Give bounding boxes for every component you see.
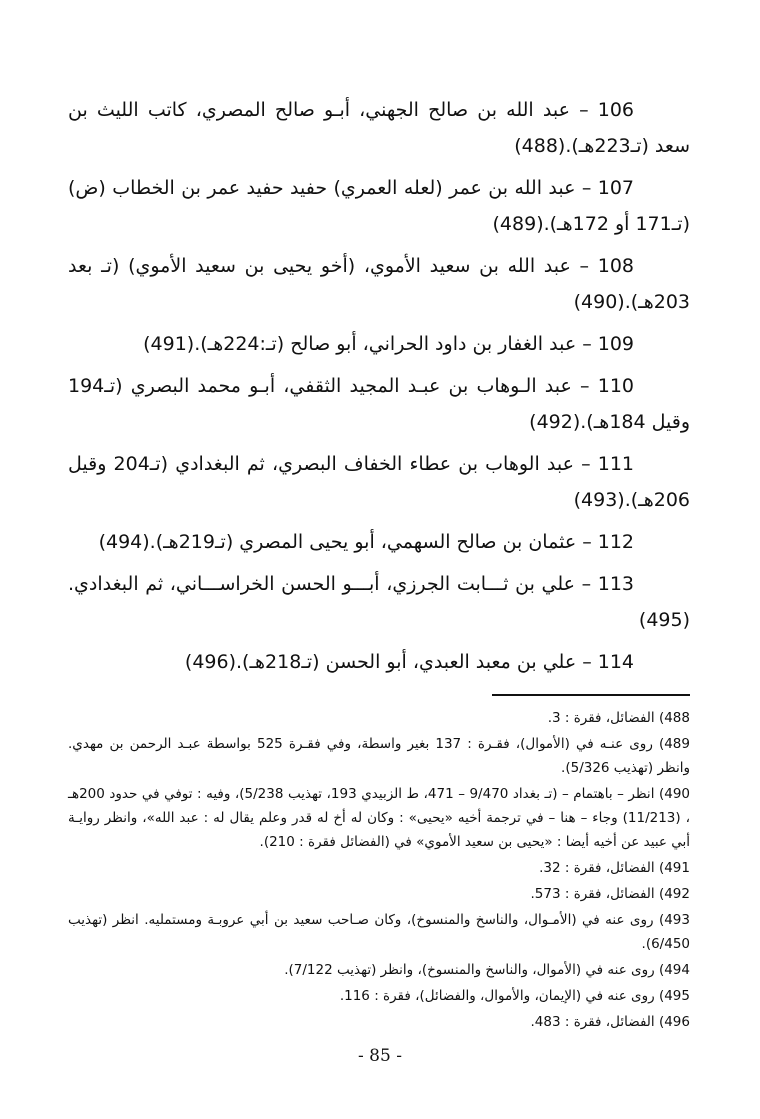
footnote-489: 489) روى عنـه في (الأموال)، فقـرة : 137 بغير واسطة، وفي فقـرة 525 بواسطة عبـد الرحمن بن مهدي. وانظر (تهذيب 5/326). bbox=[68, 736, 690, 776]
footnote-separator bbox=[492, 694, 690, 696]
entry-110: 110 – عبد الـوهاب بن عبـد المجيد الثقفي، أبـو محمد البصري (تـ194 وقيل 184هـ).(492) bbox=[68, 375, 690, 433]
footnote-494: 494) روى عنه في (الأموال، والناسخ والمنسوخ)، وانظر (تهذيب 7/122). bbox=[284, 962, 690, 978]
footnotes-list bbox=[68, 706, 690, 1034]
footnote-493: 493) روى عنه في (الأمـوال، والناسخ والمنسوخ)، وكان صـاحب سعيد بن أبي عروبـة ومستمليه. انظر (تهذيب 6/450). bbox=[68, 912, 690, 952]
footnote-490: 490) انظر – باهتمام – (تـ بغداد 9/470 – 471، ط الزبيدي 193، تهذيب 5/238)، وفيه : توفي في حدود 200هـ ، (11/213) وجاء – هنا – في ترجمة أخيه «يحيى» : وكان له أخ له قدر وعلم يقال له : عبد الله»، وانظر روايـة أبي عبيد عن أخيه أيضا : «يحيى بن سعيد الأموي» في (الفضائل فقرة : 210). bbox=[68, 786, 691, 850]
footnote-496: 496) الفضائل، فقرة : 483. bbox=[530, 1014, 690, 1030]
page-body bbox=[68, 92, 690, 1036]
footnote-491: 491) الفضائل، فقرة : 32. bbox=[539, 860, 690, 876]
entry-107: 107 – عبد الله بن عمر (لعله العمري) حفيد حفيد عمر بن الخطاب (ض) (تـ171 أو 172هـ).(489) bbox=[68, 177, 690, 235]
entry-109: 109 – عبد الغفار بن داود الحراني، أبو صالح (تـ:224هـ).(491) bbox=[143, 333, 634, 355]
page-number: - 85 - bbox=[358, 1046, 402, 1066]
entry-108: 108 – عبد الله بن سعيد الأموي، (أخو يحيى بن سعيد الأموي) (تـ بعد 203هـ).(490) bbox=[68, 255, 690, 313]
entry-112: 112 – عثمان بن صالح السهمي، أبو يحيى المصري (تـ219هـ).(494) bbox=[98, 531, 634, 553]
entry-114: 114 – علي بن معبد العبدي، أبو الحسن (تـ218هـ).(496) bbox=[184, 651, 634, 673]
entries-list bbox=[68, 92, 690, 680]
entry-106: 106 – عبد الله بن صالح الجهني، أبـو صالح المصري، كاتب الليث بن سعد (تـ223هـ).(488) bbox=[68, 99, 690, 157]
entry-113: 113 – علي بن ثـــابت الجرزي، أبـــو الحسن الخراســـاني، ثم البغدادي.(495) bbox=[68, 573, 690, 631]
footnote-492: 492) الفضائل، فقرة : 573. bbox=[530, 886, 690, 902]
entry-111: 111 – عبد الوهاب بن عطاء الخفاف البصري، ثم البغدادي (تـ204 وقيل 206هـ).(493) bbox=[68, 453, 690, 511]
footnote-495: 495) روى عنه في (الإيمان، والأموال، والفضائل)، فقرة : 116. bbox=[339, 988, 690, 1004]
footnote-488: 488) الفضائل، فقرة : 3. bbox=[547, 710, 690, 726]
